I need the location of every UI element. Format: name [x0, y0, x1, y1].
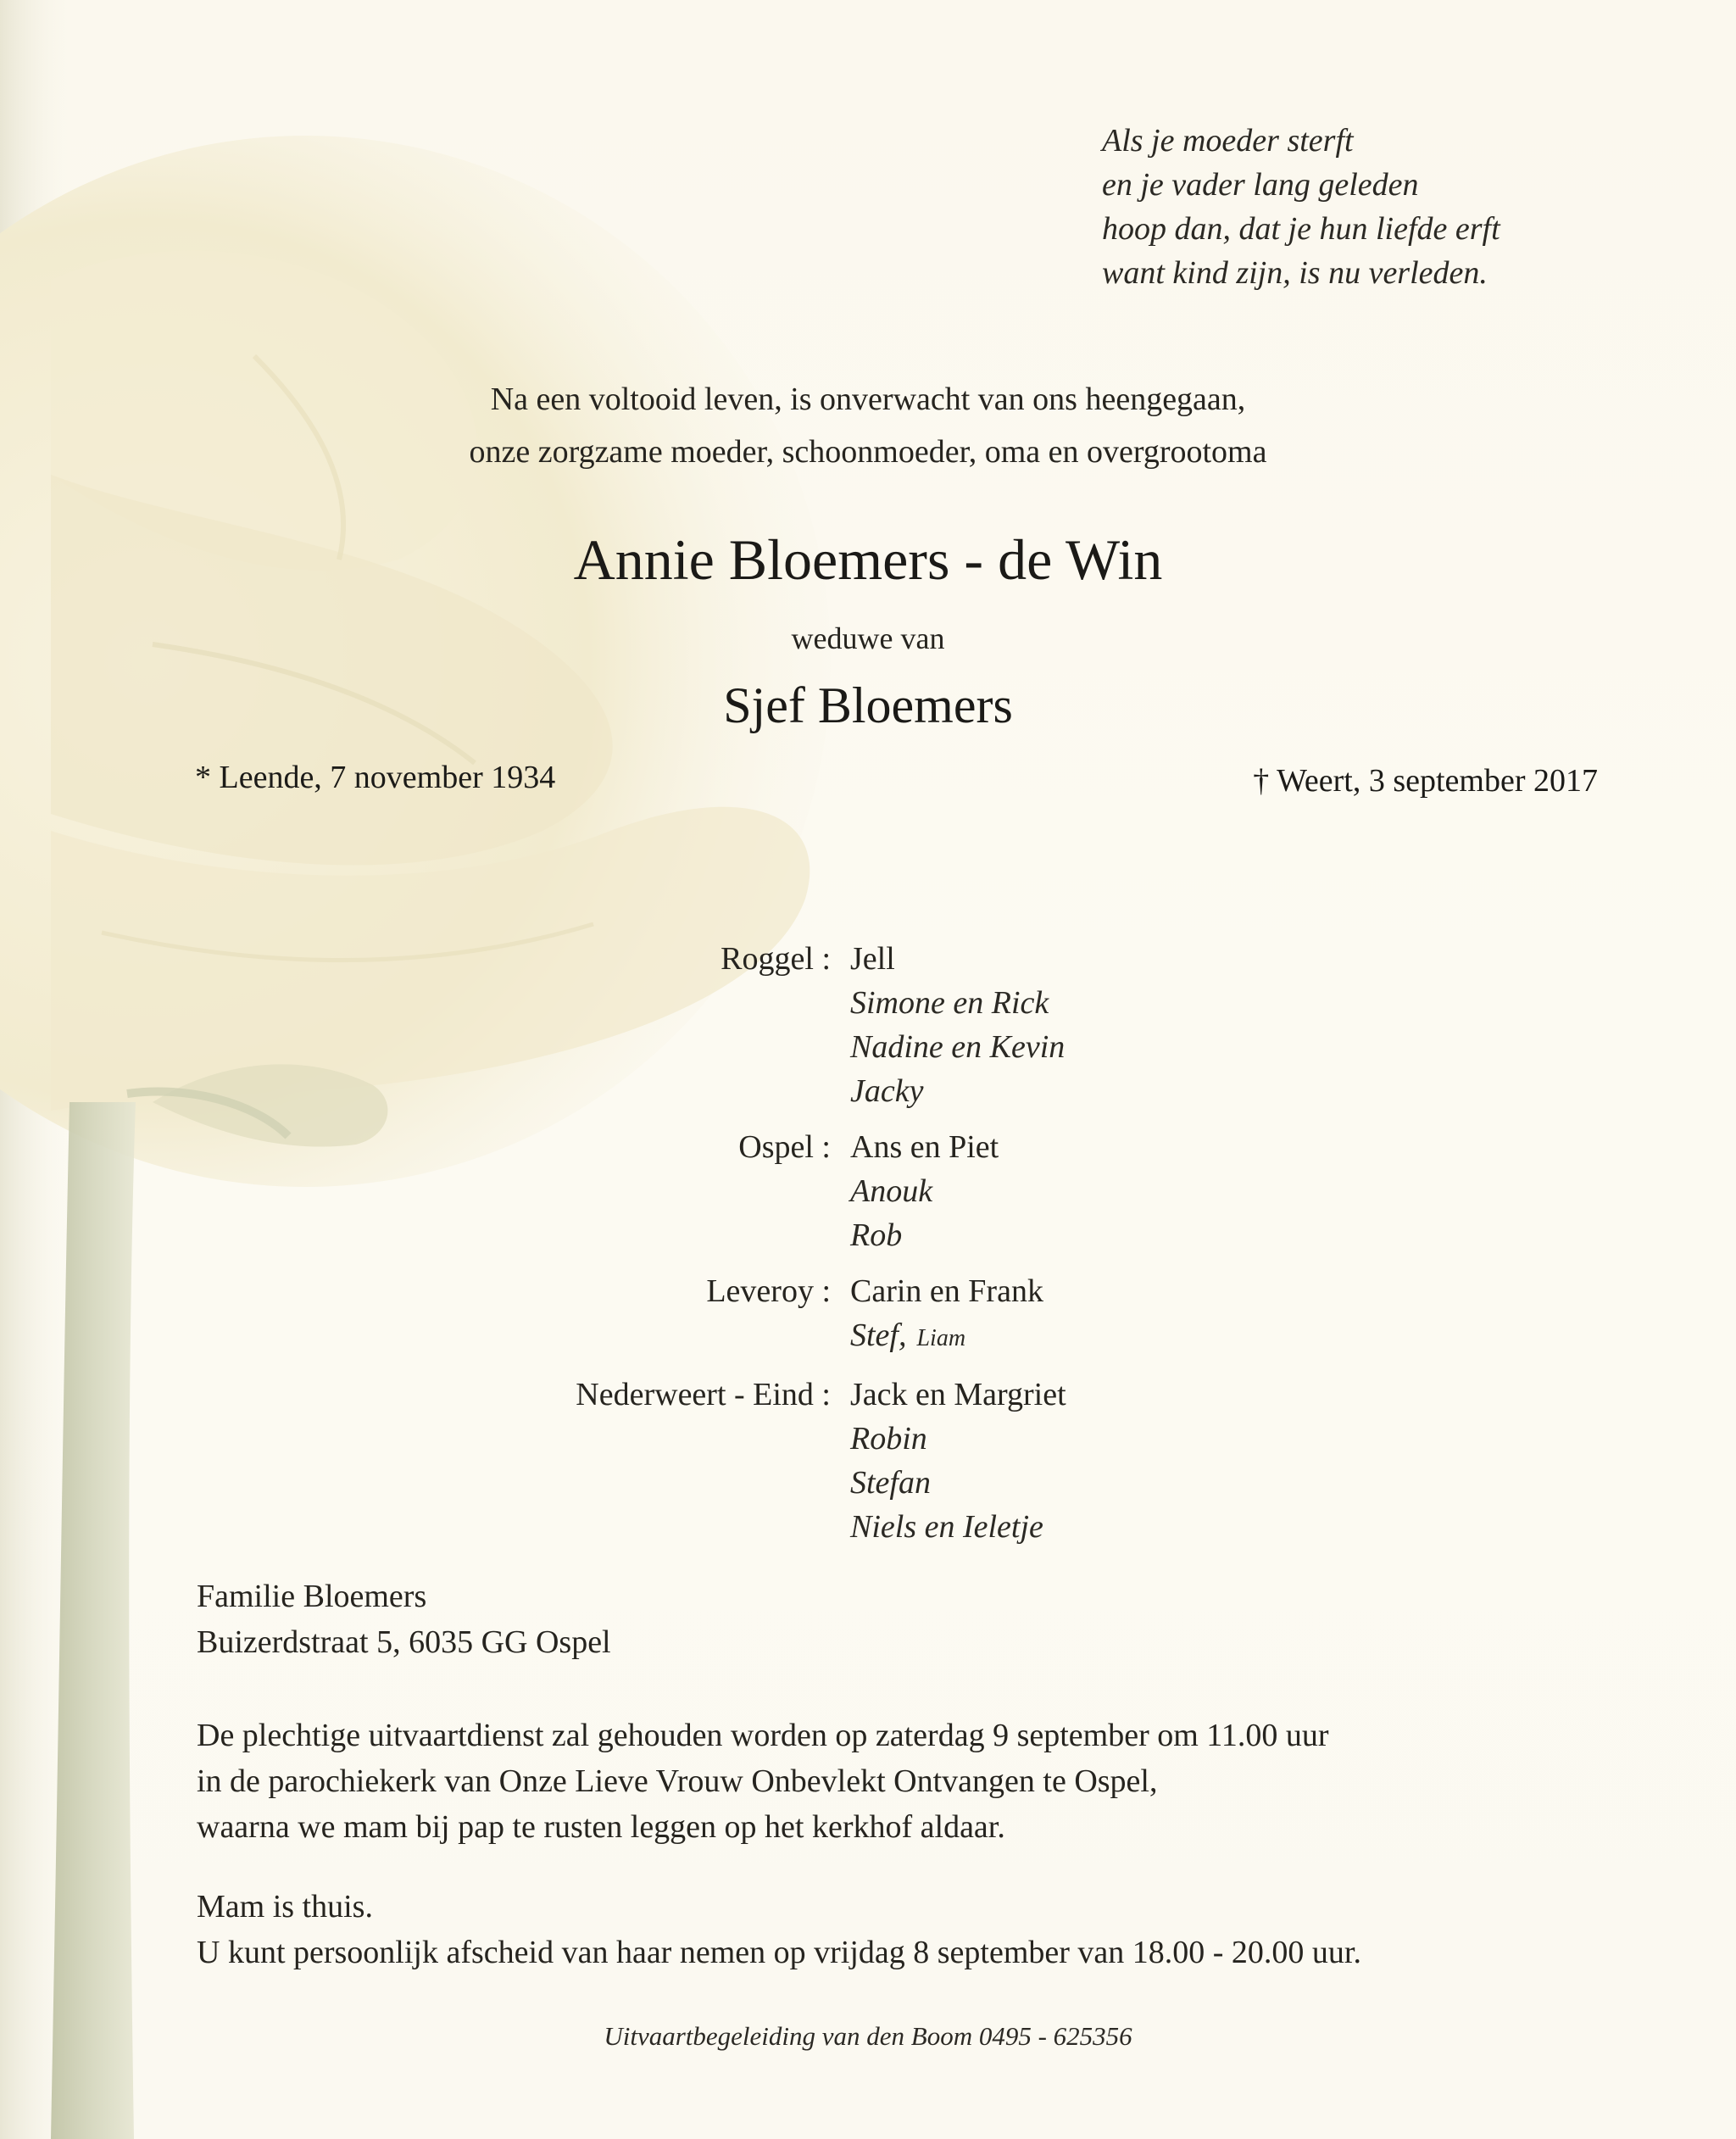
spouse-name: Sjef Bloemers: [723, 677, 1013, 733]
correspondence-address: [197, 1574, 611, 1665]
visit-line: Mam is thuis.: [197, 1889, 373, 1925]
poem-line: want kind zijn, is nu verleden.: [1102, 255, 1488, 291]
intro-line-1: Na een voltooid leven, is onverwacht van ons heengegaan,: [490, 382, 1246, 417]
family-place: Roggel :: [721, 941, 831, 977]
family-child: Robin: [850, 1421, 927, 1457]
family-list: [254, 937, 1441, 1561]
family-group-nederweert-eind: [254, 1373, 1441, 1549]
family-members: [846, 1125, 999, 1257]
widow-of-label: weduwe van: [791, 621, 945, 655]
service-line: waarna we mam bij pap te rusten leggen op het kerkhof aldaar.: [197, 1809, 1005, 1845]
family-child: Stef,: [850, 1317, 907, 1353]
poem-line: hoop dan, dat je hun liefde erft: [1102, 211, 1500, 247]
poem: [1102, 119, 1695, 295]
funeral-director-footer: Uitvaartbegeleiding van den Boom 0495 - 625356: [604, 2021, 1132, 2051]
family-primary: Jack en Margriet: [850, 1377, 1066, 1412]
family-group-roggel: [254, 937, 1441, 1113]
address-line: Familie Bloemers: [197, 1579, 427, 1614]
family-child: Jacky: [850, 1073, 924, 1109]
family-members: [846, 1269, 1043, 1361]
family-primary: Jell: [850, 941, 895, 977]
poem-line: Als je moeder sterft: [1102, 123, 1354, 159]
family-child: Simone en Rick: [850, 985, 1049, 1021]
address-line: Buizerdstraat 5, 6035 GG Ospel: [197, 1624, 611, 1660]
family-place: Nederweert - Eind :: [576, 1377, 831, 1412]
family-child: Anouk: [850, 1173, 933, 1209]
family-child: Nadine en Kevin: [850, 1029, 1066, 1065]
family-place: Ospel :: [738, 1129, 831, 1165]
family-child-extra: Liam: [916, 1325, 966, 1351]
family-group-ospel: [254, 1125, 1441, 1257]
family-child: Rob: [850, 1217, 903, 1253]
family-primary: Ans en Piet: [850, 1129, 999, 1165]
family-members: [846, 937, 1065, 1113]
family-group-leveroy: [254, 1269, 1441, 1361]
service-line: De plechtige uitvaartdienst zal gehouden worden op zaterdag 9 september om 11.00 uur: [197, 1718, 1329, 1753]
family-members: [846, 1373, 1066, 1549]
family-primary: Carin en Frank: [850, 1273, 1043, 1309]
family-child: Stefan: [850, 1465, 931, 1501]
deceased-name: Annie Bloemers - de Win: [573, 527, 1163, 592]
visitation-info: [197, 1884, 1361, 1975]
poem-line: en je vader lang geleden: [1102, 167, 1419, 203]
family-child-row: [850, 1313, 1043, 1361]
funeral-service-info: [197, 1713, 1329, 1850]
death-info: † Weert, 3 september 2017: [1253, 763, 1598, 799]
family-child: Niels en Ieletje: [850, 1509, 1043, 1545]
visit-line: U kunt persoonlijk afscheid van haar nemen op vrijdag 8 september van 18.00 - 20.00 uur.: [197, 1935, 1361, 1970]
family-place: Leveroy :: [706, 1273, 831, 1309]
service-line: in de parochiekerk van Onze Lieve Vrouw Onbevlekt Ontvangen te Ospel,: [197, 1763, 1158, 1799]
intro-line-2: onze zorgzame moeder, schoonmoeder, oma en overgrootoma: [469, 434, 1267, 470]
birth-info: * Leende, 7 november 1934: [195, 760, 556, 795]
